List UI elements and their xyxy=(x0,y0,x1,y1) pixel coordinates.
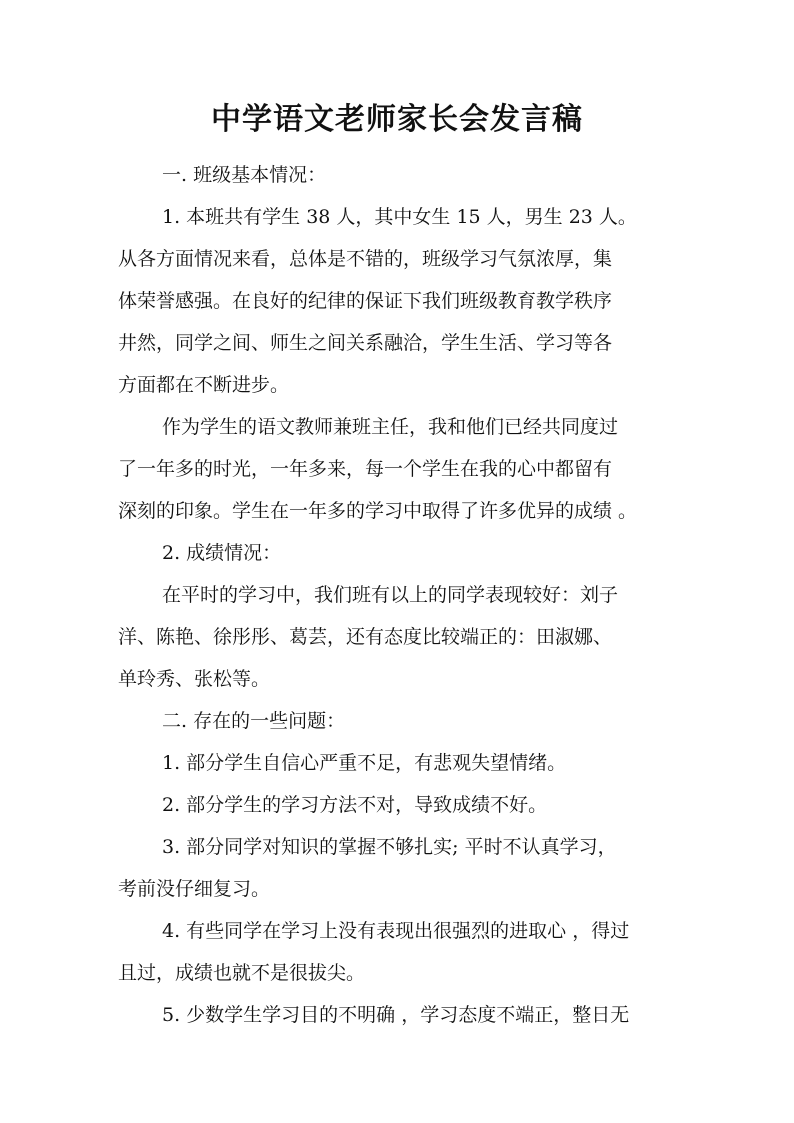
paragraph-line: 了一年多的时光，一年多来，每一个学生在我的心中都留有 xyxy=(118,458,613,480)
paragraph-line: 从各方面情况来看，总体是不错的，班级学习气氛浓厚，集 xyxy=(118,248,613,270)
paragraph-line: 体荣誉感强。在良好的纪律的保证下我们班级教育教学秩序 xyxy=(118,290,613,312)
paragraph-line: 2. 成绩情况： xyxy=(162,542,282,564)
paragraph-line: 一. 班级基本情况： xyxy=(162,164,327,186)
paragraph-line: 深刻的印象。学生在一年多的学习中取得了许多优异的成绩 。 xyxy=(118,500,638,522)
paragraph-line: 方面都在不断进步。 xyxy=(118,374,290,396)
paragraph-line: 作为学生的语文教师兼班主任，我和他们已经共同度过 xyxy=(162,416,619,438)
document-body xyxy=(118,154,682,1036)
paragraph-line: 4. 有些同学在学习上没有表现出很强烈的进取心 ，得过 xyxy=(162,920,630,942)
document-title: 中学语文老师家长会发言稿 xyxy=(211,102,583,137)
paragraph-line: 井然，同学之间、师生之间关系融洽，学生生活、学习等各 xyxy=(118,332,613,354)
paragraph-line: 1. 本班共有学生 38 人，其中女生 15 人，男生 23 人。 xyxy=(162,206,637,228)
paragraph-line: 3. 部分同学对知识的掌握不够扎实; 平时不认真学习， xyxy=(162,836,617,858)
paragraph-line: 且过，成绩也就不是很拔尖。 xyxy=(118,962,366,984)
paragraph-line: 二. 存在的一些问题： xyxy=(162,710,346,732)
paragraph-line: 1. 部分学生自信心严重不足，有悲观失望情绪。 xyxy=(162,752,567,774)
paragraph-line: 2. 部分学生的学习方法不对，导致成绩不好。 xyxy=(162,794,548,816)
paragraph-line: 考前没仔细复习。 xyxy=(118,878,271,900)
paragraph-line: 在平时的学习中，我们班有以上的同学表现较好：刘子 xyxy=(162,584,619,606)
paragraph-line: 5. 少数学生学习目的不明确 ，学习态度不端正，整日无 xyxy=(162,1004,630,1026)
paragraph-line: 单玲秀、张松等。 xyxy=(118,668,271,690)
paragraph-line: 洋、陈艳、徐彤彤、葛芸，还有态度比较端正的：田淑娜、 xyxy=(118,626,613,648)
